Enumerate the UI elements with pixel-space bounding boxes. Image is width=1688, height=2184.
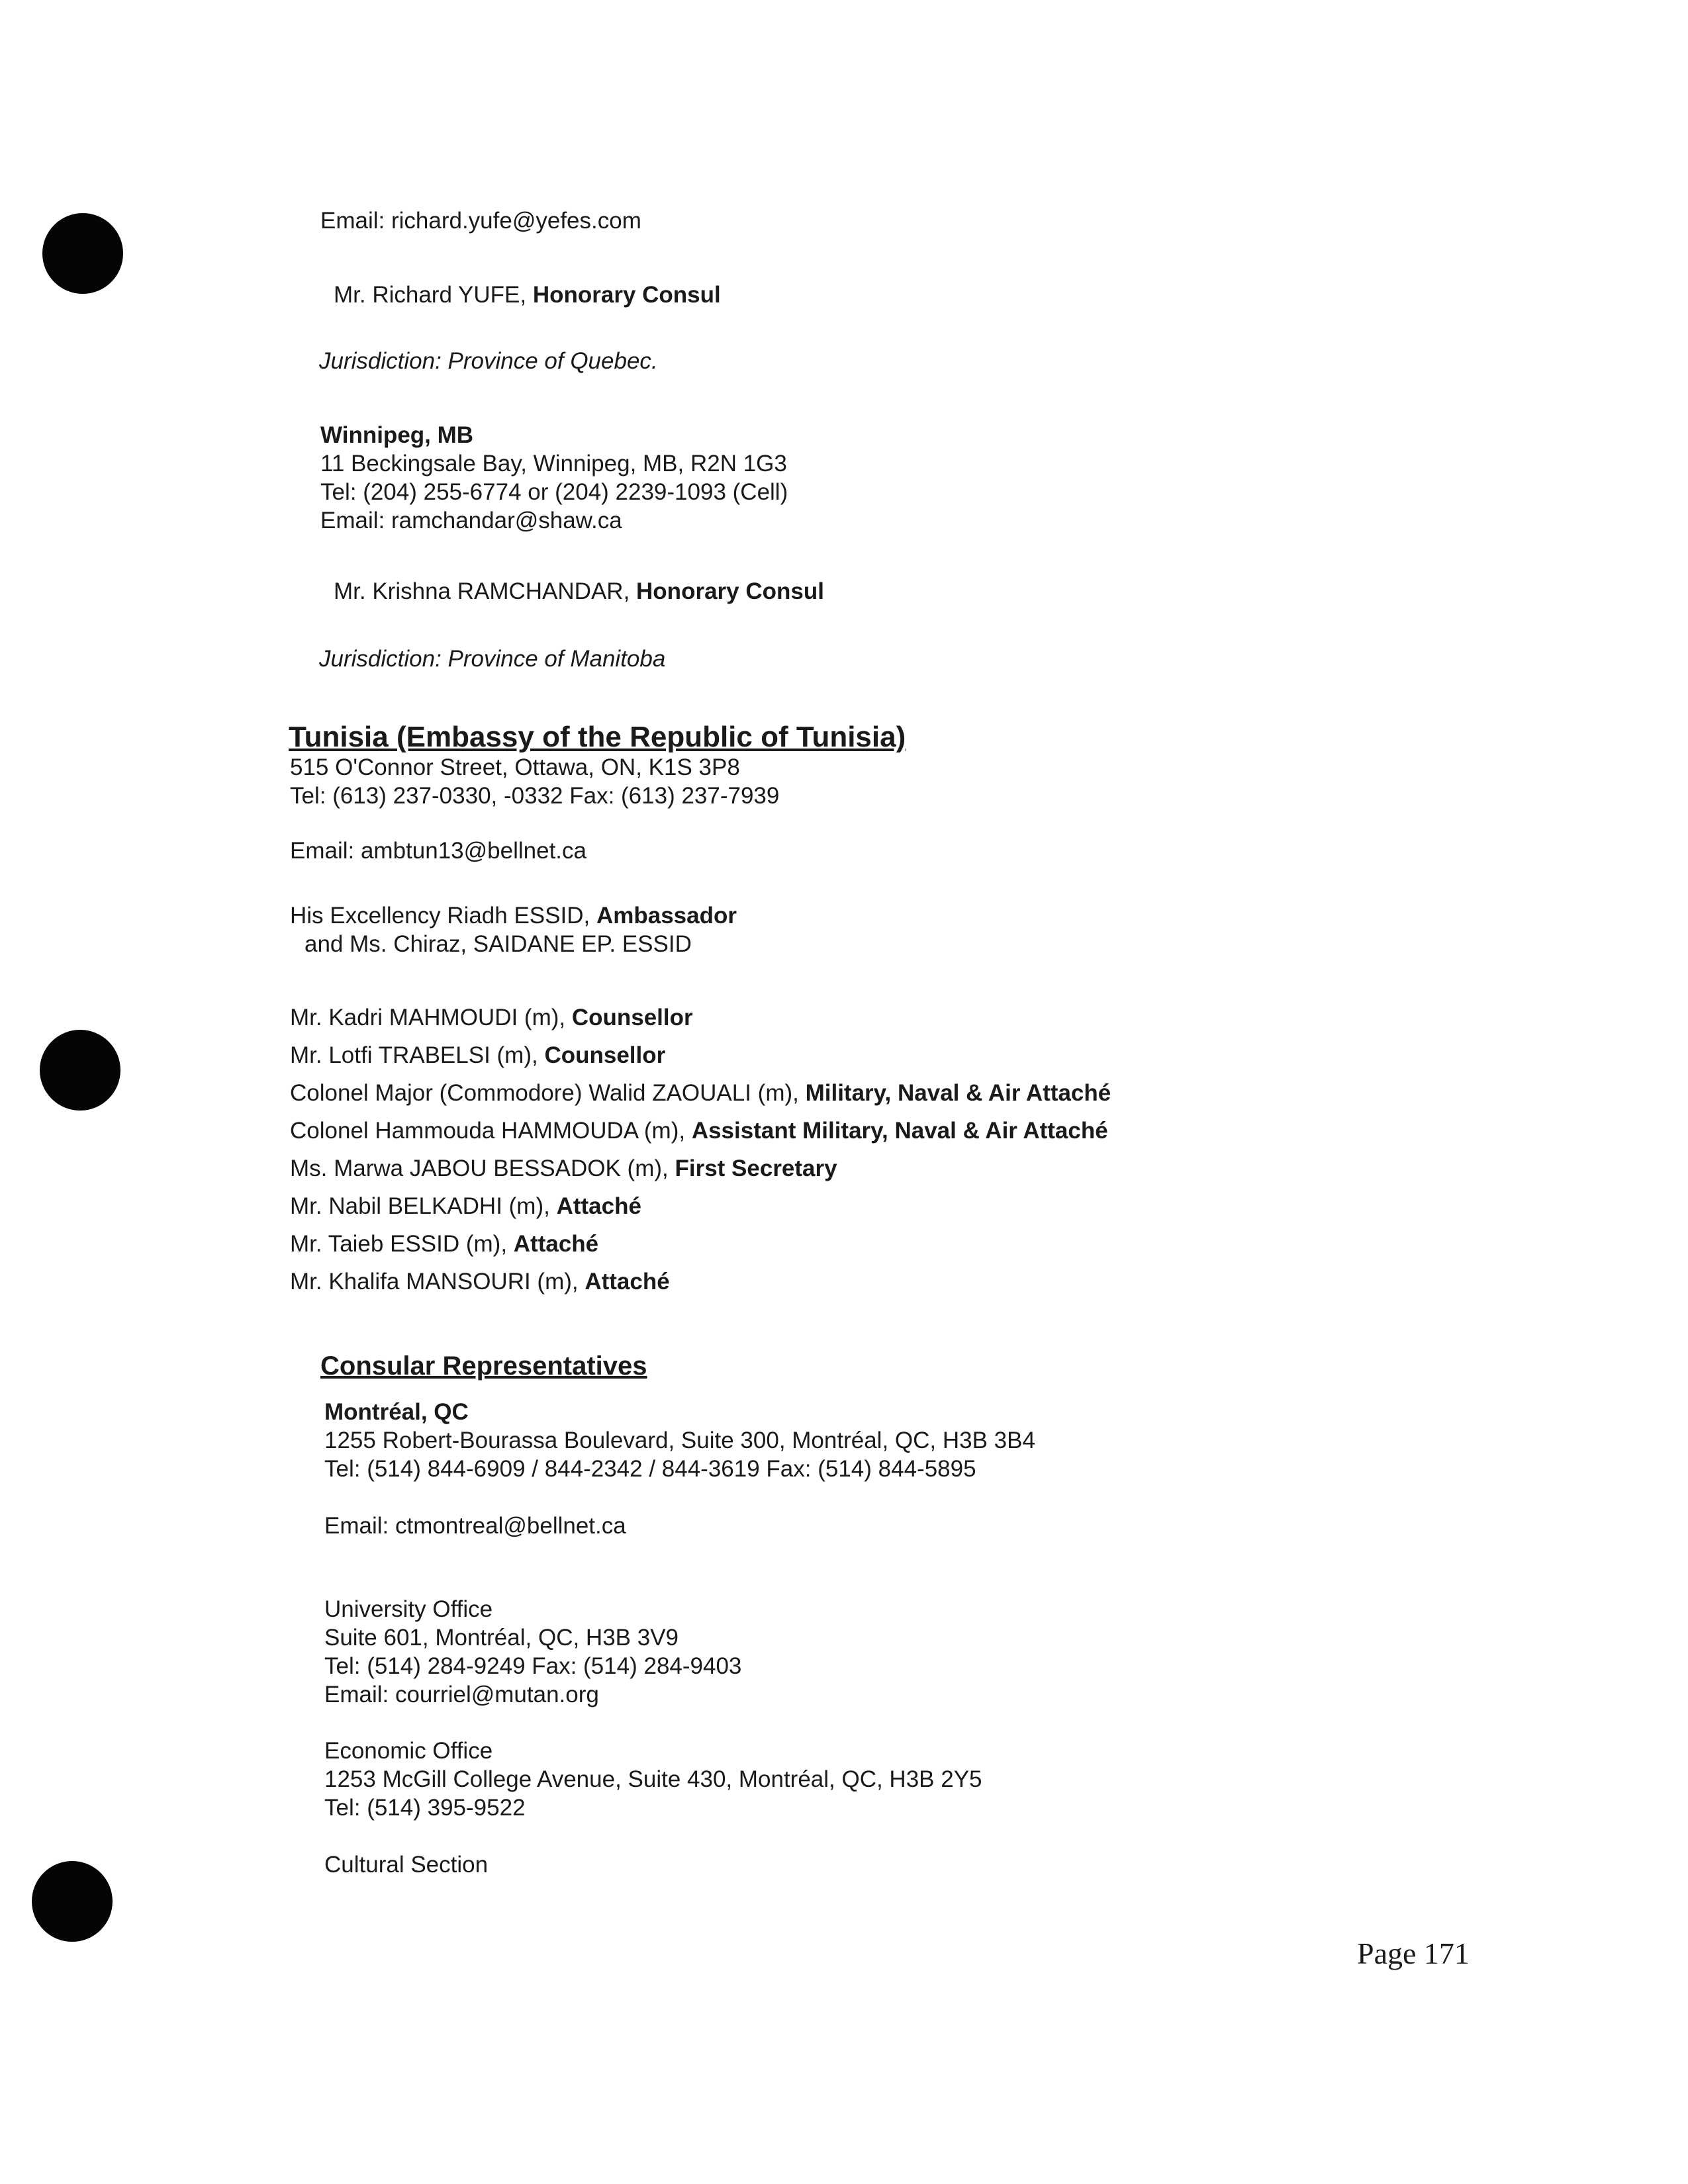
page-number: Page 171 [1357,1936,1470,1970]
staff-title: Attaché [513,1231,599,1257]
staff-name: Mr. Khalifa MANSOURI (m), [290,1269,585,1295]
tunisia-heading: Tunisia (Embassy of the Republic of Tunisia) [289,721,906,753]
staff-title: Attaché [556,1193,641,1219]
staff-row [290,1267,670,1297]
staff-row [290,1230,598,1259]
tunisia-spouse: and Ms. Chiraz, SAIDANE EP. ESSID [305,931,692,957]
staff-row [290,1003,693,1032]
quebec-email: Email: richard.yufe@yefes.com [320,208,641,234]
staff-title: Counsellor [571,1005,693,1030]
quebec-consul-name: Mr. Richard YUFE, [334,282,533,308]
staff-name: Colonel Hammouda HAMMOUDA (m), [290,1118,692,1144]
staff-name: Mr. Kadri MAHMOUDI (m), [290,1005,572,1030]
tunisia-ambassador [290,901,737,931]
punch-hole-bottom [32,1861,113,1942]
consular-heading: Consular Representatives [320,1351,647,1381]
quebec-jurisdiction: Jurisdiction: Province of Quebec. [319,348,658,374]
staff-title: Counsellor [544,1042,666,1068]
staff-row [290,1192,641,1221]
cultural-title: Cultural Section [324,1852,489,1878]
economic-title: Economic Office [324,1738,493,1764]
punch-hole-top [42,213,123,294]
quebec-consul [334,281,721,310]
winnipeg-email: Email: ramchandar@shaw.ca [320,508,622,533]
staff-name: Mr. Nabil BELKADHI (m), [290,1193,557,1219]
staff-name: Mr. Taieb ESSID (m), [290,1231,514,1257]
university-email: Email: courriel@mutan.org [324,1682,599,1707]
university-tel: Tel: (514) 284-9249 Fax: (514) 284-9403 [324,1653,742,1679]
winnipeg-tel: Tel: (204) 255-6774 or (204) 2239-1093 (Cell) [320,479,788,505]
ambassador-title: Ambassador [596,903,737,929]
montreal-email: Email: ctmontreal@bellnet.ca [324,1513,626,1539]
tunisia-email: Email: ambtun13@bellnet.ca [290,838,586,864]
staff-row [290,1079,1111,1108]
university-address: Suite 601, Montréal, QC, H3B 3V9 [324,1625,679,1651]
staff-row [290,1116,1108,1146]
montreal-tel: Tel: (514) 844-6909 / 844-2342 / 844-3619 Fax: (514) 844-5895 [324,1456,976,1482]
staff-name: Mr. Lotfi TRABELSI (m), [290,1042,545,1068]
winnipeg-consul-title: Honorary Consul [636,578,824,604]
montreal-address: 1255 Robert-Bourassa Boulevard, Suite 300, Montréal, QC, H3B 3B4 [324,1428,1035,1453]
staff-row [290,1154,837,1183]
winnipeg-address: 11 Beckingsale Bay, Winnipeg, MB, R2N 1G3 [320,451,787,477]
economic-tel: Tel: (514) 395-9522 [324,1795,526,1821]
tunisia-address: 515 O'Connor Street, Ottawa, ON, K1S 3P8 [290,754,740,780]
staff-title: Assistant Military, Naval & Air Attaché [691,1118,1108,1144]
winnipeg-consul [334,577,824,606]
staff-title: Attaché [585,1269,670,1295]
staff-title: First Secretary [675,1156,837,1181]
economic-address: 1253 McGill College Avenue, Suite 430, Montréal, QC, H3B 2Y5 [324,1766,982,1792]
winnipeg-jurisdiction: Jurisdiction: Province of Manitoba [319,646,666,672]
tunisia-tel: Tel: (613) 237-0330, -0332 Fax: (613) 237-7939 [290,783,780,809]
winnipeg-consul-name: Mr. Krishna RAMCHANDAR, [334,578,637,604]
montreal-city: Montréal, QC [324,1399,469,1425]
winnipeg-city: Winnipeg, MB [320,422,474,448]
punch-hole-middle [40,1030,120,1111]
staff-name: Ms. Marwa JABOU BESSADOK (m), [290,1156,675,1181]
staff-title: Military, Naval & Air Attaché [805,1080,1111,1106]
university-title: University Office [324,1596,493,1622]
staff-name: Colonel Major (Commodore) Walid ZAOUALI (m), [290,1080,806,1106]
staff-row [290,1041,665,1070]
quebec-consul-title: Honorary Consul [532,282,721,308]
ambassador-name: His Excellency Riadh ESSID, [290,903,596,929]
